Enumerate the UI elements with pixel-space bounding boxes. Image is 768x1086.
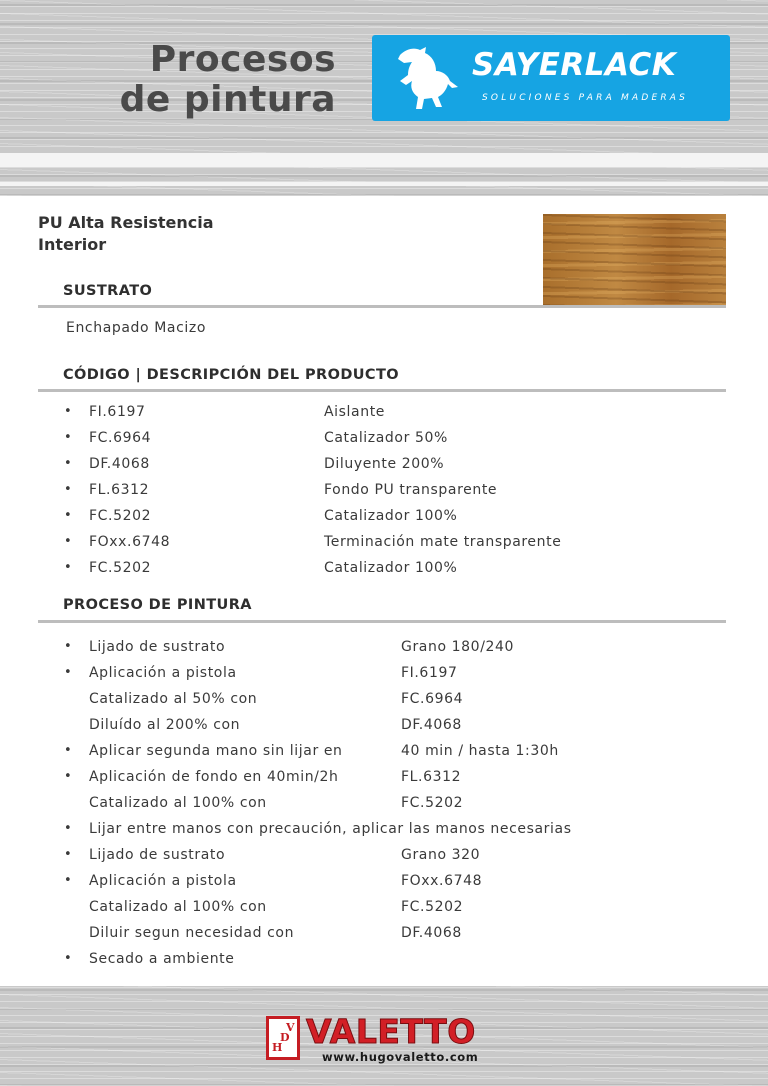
plank-divider xyxy=(0,182,768,186)
process-step-label: Catalizado al 100% con xyxy=(89,899,267,915)
hvd-monogram-icon xyxy=(266,1016,300,1060)
process-step-value: FC.5202 xyxy=(401,899,464,915)
brand-name: SAYERLACK xyxy=(472,47,677,83)
section-divider xyxy=(38,305,726,308)
process-step-row xyxy=(0,717,768,743)
bullet-icon: • xyxy=(64,951,73,966)
bullet-icon: • xyxy=(64,665,73,680)
process-step-row xyxy=(0,743,768,769)
process-step-row xyxy=(0,873,768,899)
product-code: FOxx.6748 xyxy=(89,534,171,550)
valetto-logo xyxy=(266,1012,502,1068)
product-title-line2: Interior xyxy=(38,235,107,254)
bullet-icon: • xyxy=(64,873,73,888)
product-description: Fondo PU transparente xyxy=(324,482,498,498)
product-code-row xyxy=(0,456,768,482)
product-description: Catalizador 50% xyxy=(324,430,448,446)
process-step-row xyxy=(0,769,768,795)
process-step-value: FI.6197 xyxy=(401,665,458,681)
process-step-label: Secado a ambiente xyxy=(89,951,235,967)
process-step-label: Aplicación de fondo en 40min/2h xyxy=(89,769,339,785)
process-step-label: Catalizado al 100% con xyxy=(89,795,267,811)
process-step-label: Lijado de sustrato xyxy=(89,847,226,863)
process-step-value: FL.6312 xyxy=(401,769,462,785)
process-step-label: Aplicación a pistola xyxy=(89,665,237,681)
bullet-icon: • xyxy=(64,821,73,836)
process-step-value: FC.5202 xyxy=(401,795,464,811)
product-code-row xyxy=(0,508,768,534)
product-description: Catalizador 100% xyxy=(324,508,458,524)
bullet-icon: • xyxy=(64,769,73,784)
process-step-row xyxy=(0,821,768,847)
process-step-value: FC.6964 xyxy=(401,691,464,707)
process-step-row xyxy=(0,665,768,691)
process-step-value: Grano 180/240 xyxy=(401,639,515,655)
process-step-value: 40 min / hasta 1:30h xyxy=(401,743,559,759)
bullet-icon: • xyxy=(64,482,73,497)
product-description: Diluyente 200% xyxy=(324,456,445,472)
process-step-row xyxy=(0,925,768,951)
product-title xyxy=(38,212,214,256)
bullet-icon: • xyxy=(64,430,73,445)
process-step-row xyxy=(0,639,768,665)
product-code: FC.5202 xyxy=(89,508,152,524)
section-title-proceso: PROCESO DE PINTURA xyxy=(63,597,252,613)
brand-logo xyxy=(372,35,730,121)
horse-icon xyxy=(392,41,462,113)
section-title-codigo: CÓDIGO | DESCRIPCIÓN DEL PRODUCTO xyxy=(63,367,399,383)
footer-logo-name: VALETTO xyxy=(306,1012,476,1051)
wood-finish-swatch xyxy=(543,214,726,306)
product-code-row xyxy=(0,560,768,586)
brand-tagline: SOLUCIONES PARA MADERAS xyxy=(482,93,689,103)
process-step-label: Lijado de sustrato xyxy=(89,639,226,655)
bullet-icon: • xyxy=(64,534,73,549)
process-step-value: DF.4068 xyxy=(401,717,462,733)
product-code-row xyxy=(0,404,768,430)
process-step-row xyxy=(0,951,768,977)
page-title-line1: Procesos xyxy=(149,39,336,80)
monogram-letter: H xyxy=(272,1041,283,1054)
plank-divider xyxy=(0,153,768,167)
bullet-icon: • xyxy=(64,847,73,862)
monogram-letter: D xyxy=(280,1031,290,1044)
bullet-icon: • xyxy=(64,508,73,523)
product-code: DF.4068 xyxy=(89,456,150,472)
product-code: FC.5202 xyxy=(89,560,152,576)
product-code-row xyxy=(0,534,768,560)
bullet-icon: • xyxy=(64,639,73,654)
page-title xyxy=(86,40,336,120)
process-step-value: Grano 320 xyxy=(401,847,481,863)
product-description: Terminación mate transparente xyxy=(324,534,562,550)
monogram-letter: V xyxy=(286,1021,295,1034)
product-code: FL.6312 xyxy=(89,482,150,498)
page-title-line2: de pintura xyxy=(119,79,336,120)
bullet-icon: • xyxy=(64,456,73,471)
section-divider xyxy=(38,620,726,623)
bullet-icon: • xyxy=(64,560,73,575)
process-step-label: Catalizado al 50% con xyxy=(89,691,258,707)
product-code-row xyxy=(0,430,768,456)
product-code-row xyxy=(0,482,768,508)
process-step-value: DF.4068 xyxy=(401,925,462,941)
section-title-sustrato: SUSTRATO xyxy=(63,283,153,299)
product-description: Catalizador 100% xyxy=(324,560,458,576)
process-step-row xyxy=(0,795,768,821)
product-code: FI.6197 xyxy=(89,404,146,420)
product-code: FC.6964 xyxy=(89,430,152,446)
process-step-label: Aplicar segunda mano sin lijar en xyxy=(89,743,343,759)
process-step-label: Lijar entre manos con precaución, aplicar las manos necesarias xyxy=(89,821,572,837)
process-step-value: FOxx.6748 xyxy=(401,873,483,889)
process-step-row xyxy=(0,899,768,925)
process-step-row xyxy=(0,847,768,873)
process-step-label: Diluir segun necesidad con xyxy=(89,925,295,941)
process-step-label: Aplicación a pistola xyxy=(89,873,237,889)
sustrato-value: Enchapado Macizo xyxy=(66,320,206,336)
product-description: Aislante xyxy=(324,404,386,420)
product-title-line1: PU Alta Resistencia xyxy=(38,213,214,232)
bullet-icon: • xyxy=(64,743,73,758)
section-divider xyxy=(38,389,726,392)
process-step-row xyxy=(0,691,768,717)
bullet-icon: • xyxy=(64,404,73,419)
process-step-label: Diluído al 200% con xyxy=(89,717,241,733)
footer-website-link[interactable]: www.hugovaletto.com xyxy=(322,1050,479,1064)
